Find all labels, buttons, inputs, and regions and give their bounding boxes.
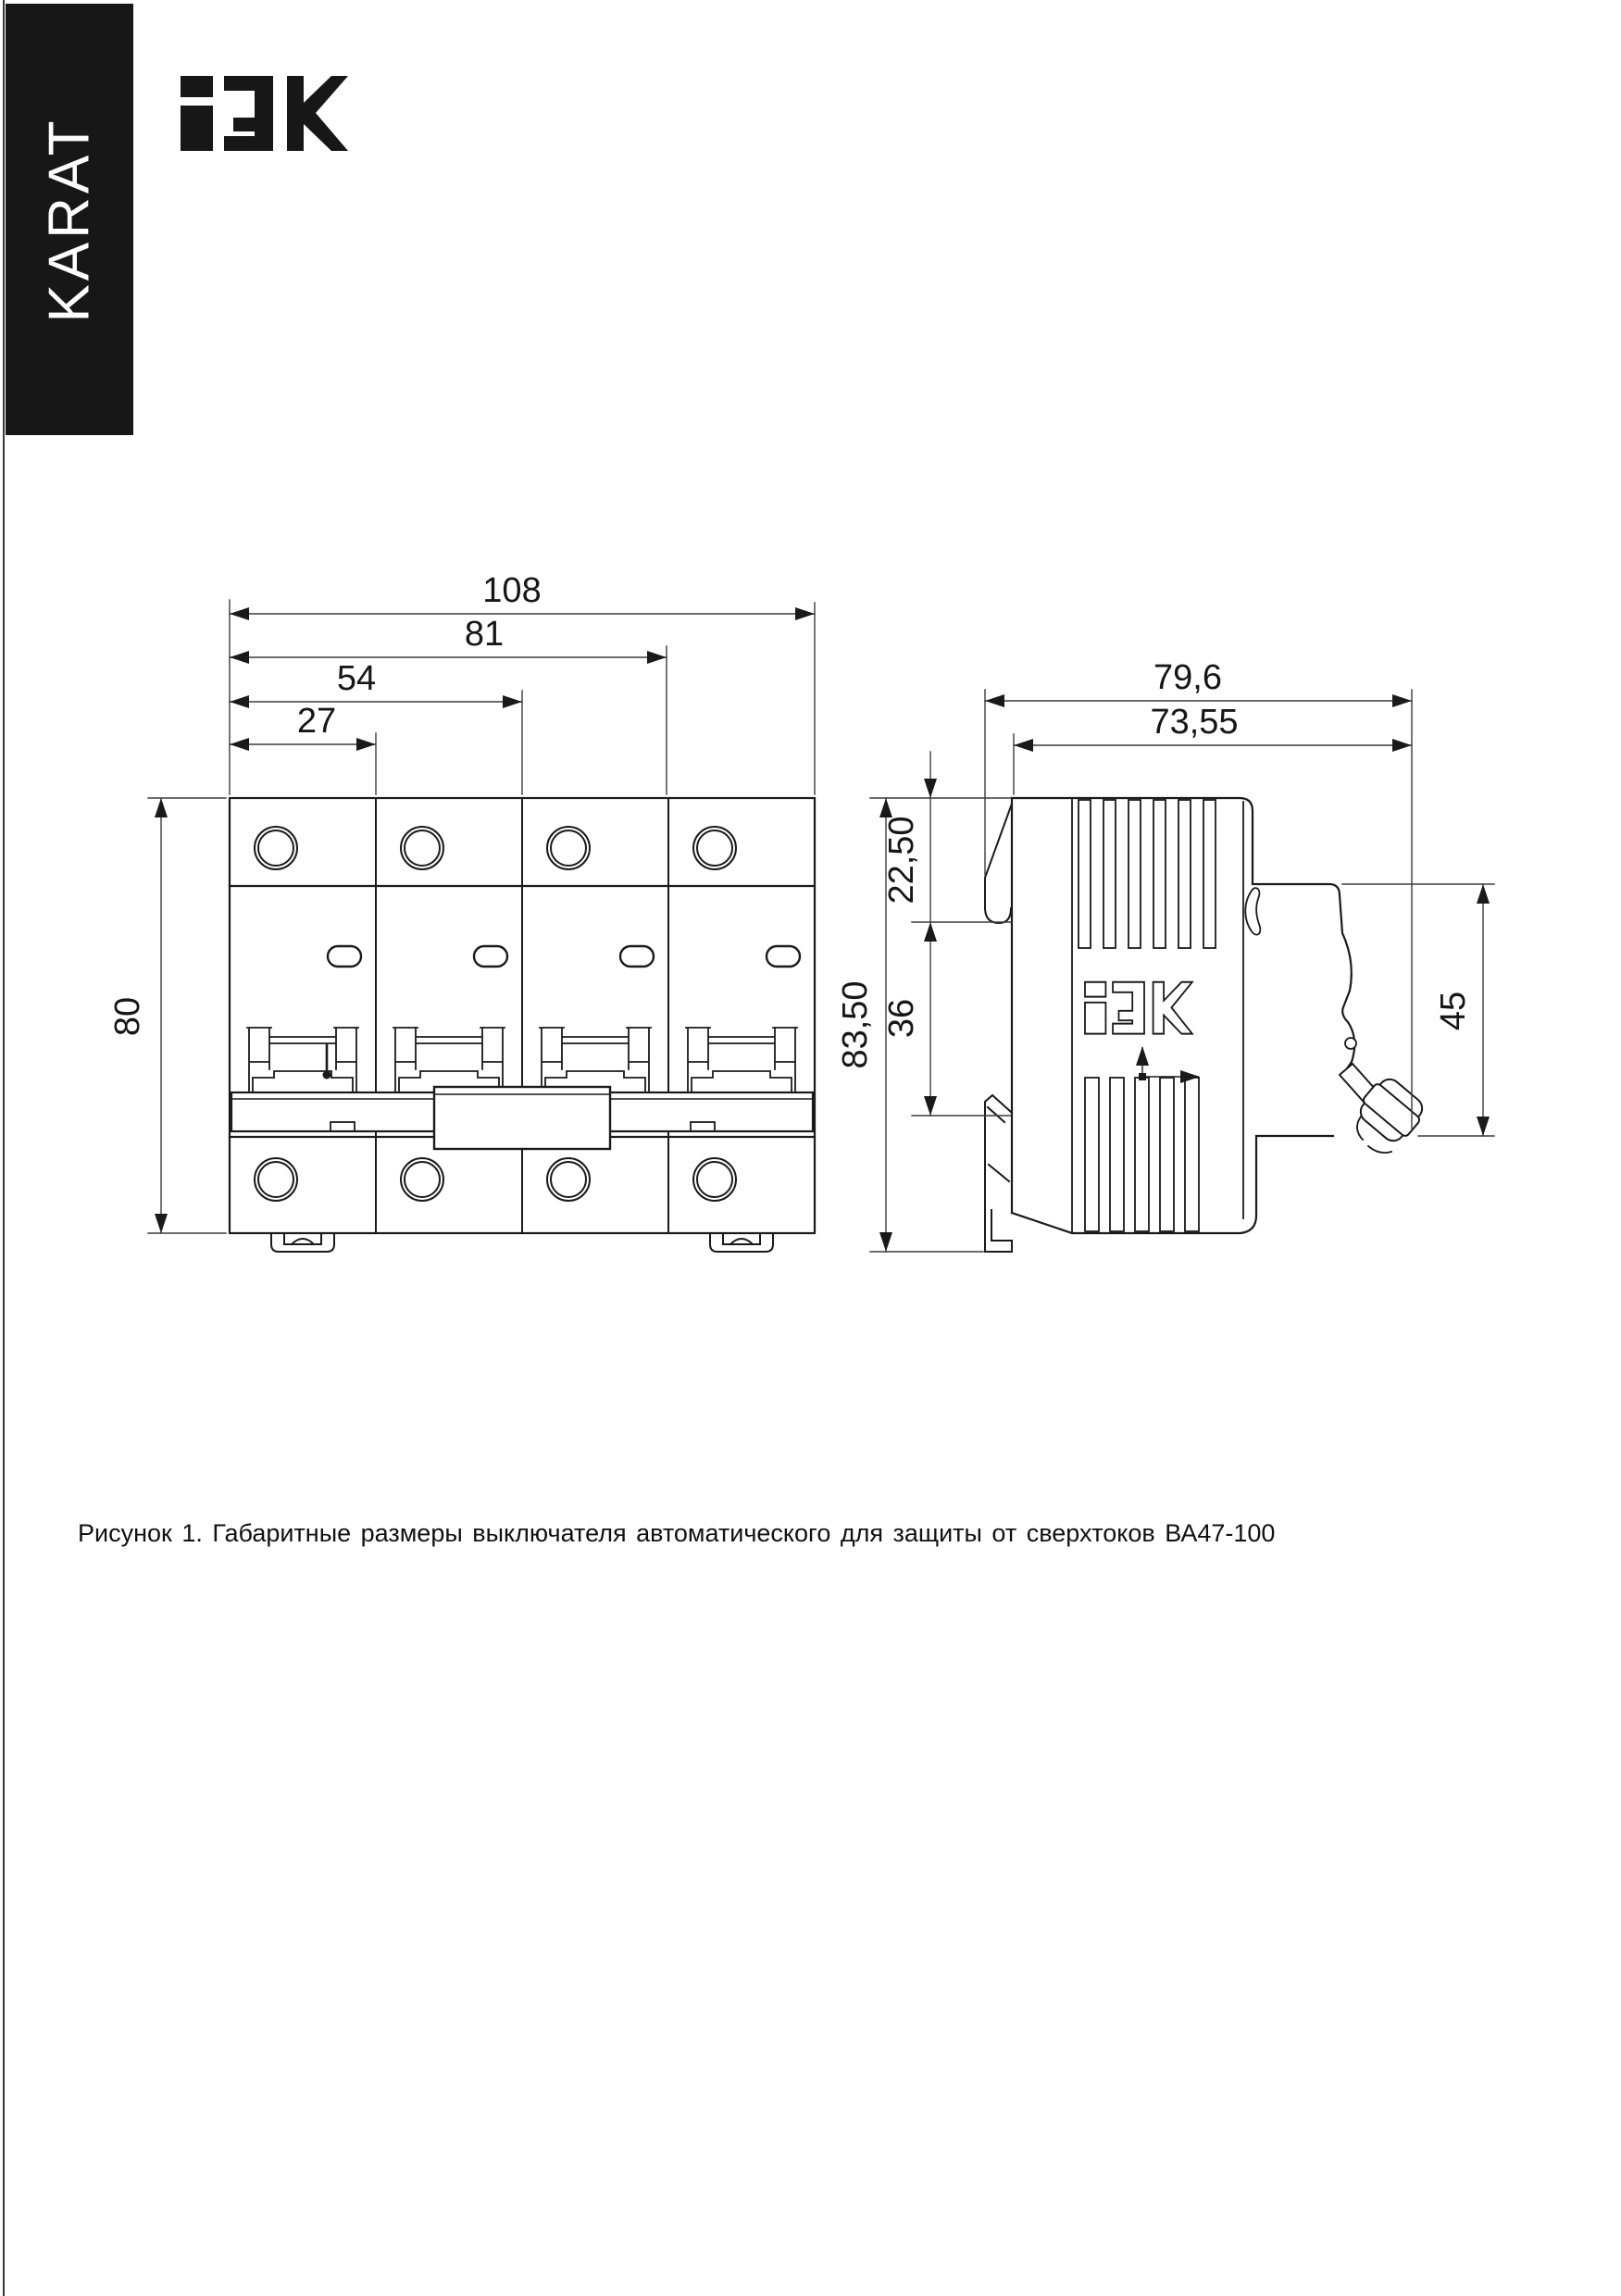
side-dimension-lines — [870, 690, 1494, 1252]
dim-label-36: 36 — [882, 998, 921, 1039]
din-clips — [271, 1234, 773, 1252]
dim-label-83-50: 83,50 — [836, 980, 875, 1069]
side-view — [836, 658, 1494, 1252]
brand-karat-text: KARAT — [37, 116, 102, 323]
iek-logo-embossed — [1085, 982, 1192, 1034]
dim-label-79-6: 79,6 — [1153, 658, 1222, 697]
dim-label-73-55: 73,55 — [1150, 703, 1239, 742]
dim-label-45: 45 — [1434, 991, 1473, 1031]
front-view — [108, 571, 815, 1252]
top-terminal-screws — [255, 827, 736, 869]
toggle-lever-side — [1340, 1064, 1429, 1153]
indicator-windows — [328, 946, 800, 967]
figure-caption: Рисунок 1. Габаритные размеры выключателя автоматического для защиты от сверхтоков ВА47-100 — [78, 1519, 1276, 1547]
din-claw — [985, 804, 1012, 923]
side-outline-bottom — [1012, 1136, 1333, 1233]
pivot-dot — [1345, 1038, 1356, 1049]
dim-label-81: 81 — [464, 615, 505, 654]
finger-groove — [1245, 888, 1260, 934]
dim-label-80: 80 — [108, 996, 147, 1037]
handle-interlock — [434, 1087, 610, 1149]
din-latch — [985, 1095, 1012, 1252]
vent-slots-top — [1079, 800, 1216, 948]
lever-pin-dot — [323, 1071, 331, 1079]
dim-label-27: 27 — [296, 702, 337, 741]
side-outline-top — [1012, 798, 1354, 1077]
vent-panel-edges — [1072, 798, 1243, 1233]
iek-logo — [181, 76, 348, 151]
dim-label-108: 108 — [482, 571, 542, 610]
dim-label-22-50: 22,50 — [882, 816, 921, 905]
bottom-terminal-screws — [255, 1158, 736, 1201]
vent-slots-bottom — [1085, 1078, 1199, 1231]
pole-dividers — [376, 798, 668, 1233]
dim-label-54: 54 — [336, 659, 377, 698]
